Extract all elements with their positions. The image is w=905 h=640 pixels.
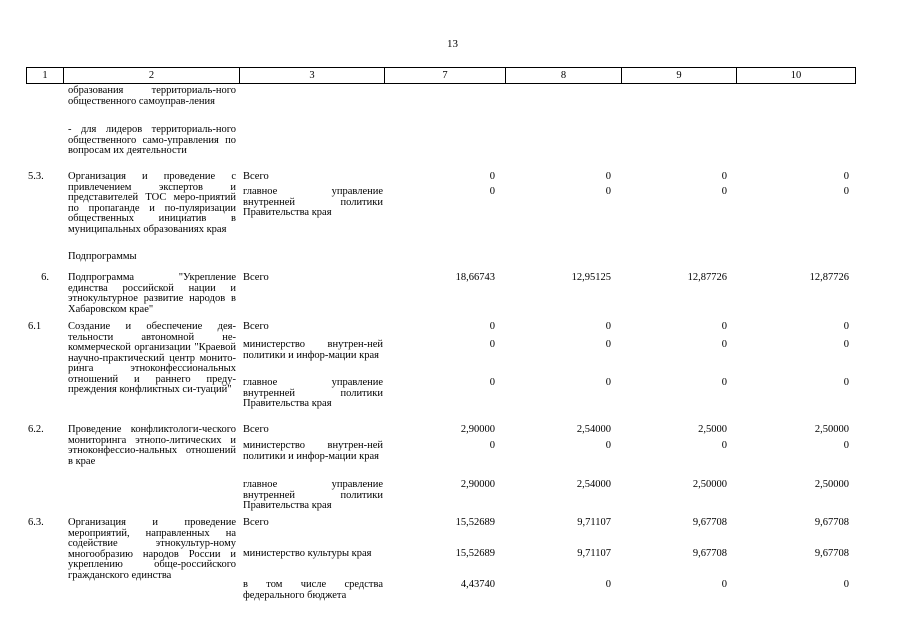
value-col-8: 9,71107 (577, 517, 611, 528)
value-col-10: 9,67708 (814, 548, 849, 559)
value-col-10: 0 (843, 171, 849, 182)
value-col-8: 0 (605, 321, 611, 332)
funding-source: Всего (243, 272, 269, 283)
row-number: 6.2. (28, 424, 44, 435)
header-col-1: 1 (27, 68, 64, 83)
value-col-9: 0 (721, 321, 727, 332)
value-col-9: 0 (721, 377, 727, 388)
value-col-9: 9,67708 (692, 517, 727, 528)
value-col-8: 0 (605, 579, 611, 590)
page-number: 13 (447, 38, 458, 50)
value-col-9: 2,5000 (698, 424, 727, 435)
value-col-8: 0 (605, 171, 611, 182)
value-col-8: 0 (605, 339, 611, 350)
continuation-description-2: - для лидеров территориаль-ного общественного само-управления по вопросам их деятельности (68, 124, 236, 156)
funding-source: главное управление внутренней политики Правительства края (243, 479, 383, 511)
funding-source: Всего (243, 424, 269, 435)
value-col-10: 0 (843, 186, 849, 197)
header-col-3: 3 (240, 68, 385, 83)
value-col-7: 18,66743 (455, 272, 495, 283)
row-number: 6.1 (28, 321, 42, 332)
funding-source: министерство культуры края (243, 548, 372, 559)
value-col-8: 2,54000 (576, 424, 611, 435)
value-col-7: 0 (489, 377, 495, 388)
value-col-9: 0 (721, 171, 727, 182)
row-number: 5.3. (28, 171, 44, 182)
value-col-9: 9,67708 (692, 548, 727, 559)
value-col-9: 2,50000 (692, 479, 727, 490)
funding-source: министерство внутрен-ней политики и инфор-мации края (243, 339, 383, 361)
value-col-7: 0 (489, 171, 495, 182)
funding-source: в том числе средства федерального бюджета (243, 579, 383, 601)
row-description: Подпрограмма "Укрепление единства российской нации и этнокультурное развитие народов в Хабаровском крае" (68, 272, 236, 315)
value-col-7: 0 (489, 339, 495, 350)
value-col-8: 9,71107 (577, 548, 611, 559)
continuation-description: образования территориаль-ного общественного самоуправ-ления (68, 85, 236, 107)
header-col-8: 8 (506, 68, 622, 83)
value-col-7: 2,90000 (460, 479, 495, 490)
value-col-8: 0 (605, 186, 611, 197)
header-col-9: 9 (622, 68, 737, 83)
value-col-9: 0 (721, 440, 727, 451)
value-col-8: 0 (605, 440, 611, 451)
value-col-10: 9,67708 (814, 517, 849, 528)
value-col-7: 15,52689 (455, 548, 495, 559)
row-number: 6.3. (28, 517, 44, 528)
header-col-10: 10 (790, 70, 802, 81)
value-col-10: 2,50000 (814, 479, 849, 490)
value-col-9: 0 (721, 579, 727, 590)
value-col-9: 12,87726 (687, 272, 727, 283)
funding-source: Всего (243, 517, 269, 528)
value-col-9: 0 (721, 339, 727, 350)
value-col-8: 0 (605, 377, 611, 388)
funding-source: главное управление внутренней политики Правительства края (243, 377, 383, 409)
value-col-7: 0 (489, 186, 495, 197)
table-header (26, 67, 856, 84)
value-col-7: 2,90000 (460, 424, 495, 435)
row-number: 6. (41, 272, 49, 283)
value-col-7: 0 (489, 440, 495, 451)
value-col-8: 12,95125 (571, 272, 611, 283)
row-description: Организация и проведение мероприятий, направленных на содействие этнокультур-ному многообразию народов России и укреплению обще-российского гражданского единства (68, 517, 236, 581)
row-description: Создание и обеспечение дея-тельности автономной не-коммерческой организации "Краевой научно-практический центр монито-ринга этноконфессиональных отношений и раннего преду-преждения конфликтных си-туаций" (68, 321, 236, 395)
value-col-10: 2,50000 (814, 424, 849, 435)
header-col-7: 7 (385, 68, 506, 83)
funding-source: Всего (243, 321, 269, 332)
row-description: Проведение конфликтологи-ческого мониторинга этнопо-литических и этноконфессио-нальных отношений в крае (68, 424, 236, 467)
value-col-10: 0 (843, 440, 849, 451)
value-col-10: 0 (843, 339, 849, 350)
value-col-7: 15,52689 (455, 517, 495, 528)
value-col-7: 4,43740 (460, 579, 495, 590)
row-description: Организация и проведение с привлечением экспертов и представителей ТОС меро-приятий по пропаганде и по-пуляризации общественных инициатив в муниципальных образованиях края (68, 171, 236, 235)
funding-source: главное управление внутренней политики Правительства края (243, 186, 383, 218)
value-col-10: 0 (843, 321, 849, 332)
value-col-10: 0 (843, 579, 849, 590)
funding-source: Всего (243, 171, 269, 182)
value-col-9: 0 (721, 186, 727, 197)
subprograms-label: Подпрограммы (68, 251, 137, 262)
value-col-10: 0 (843, 377, 849, 388)
value-col-7: 0 (489, 321, 495, 332)
funding-source: министерство внутрен-ней политики и инфор-мации края (243, 440, 383, 462)
value-col-8: 2,54000 (576, 479, 611, 490)
value-col-10: 12,87726 (809, 272, 849, 283)
header-col-2: 2 (64, 68, 240, 83)
